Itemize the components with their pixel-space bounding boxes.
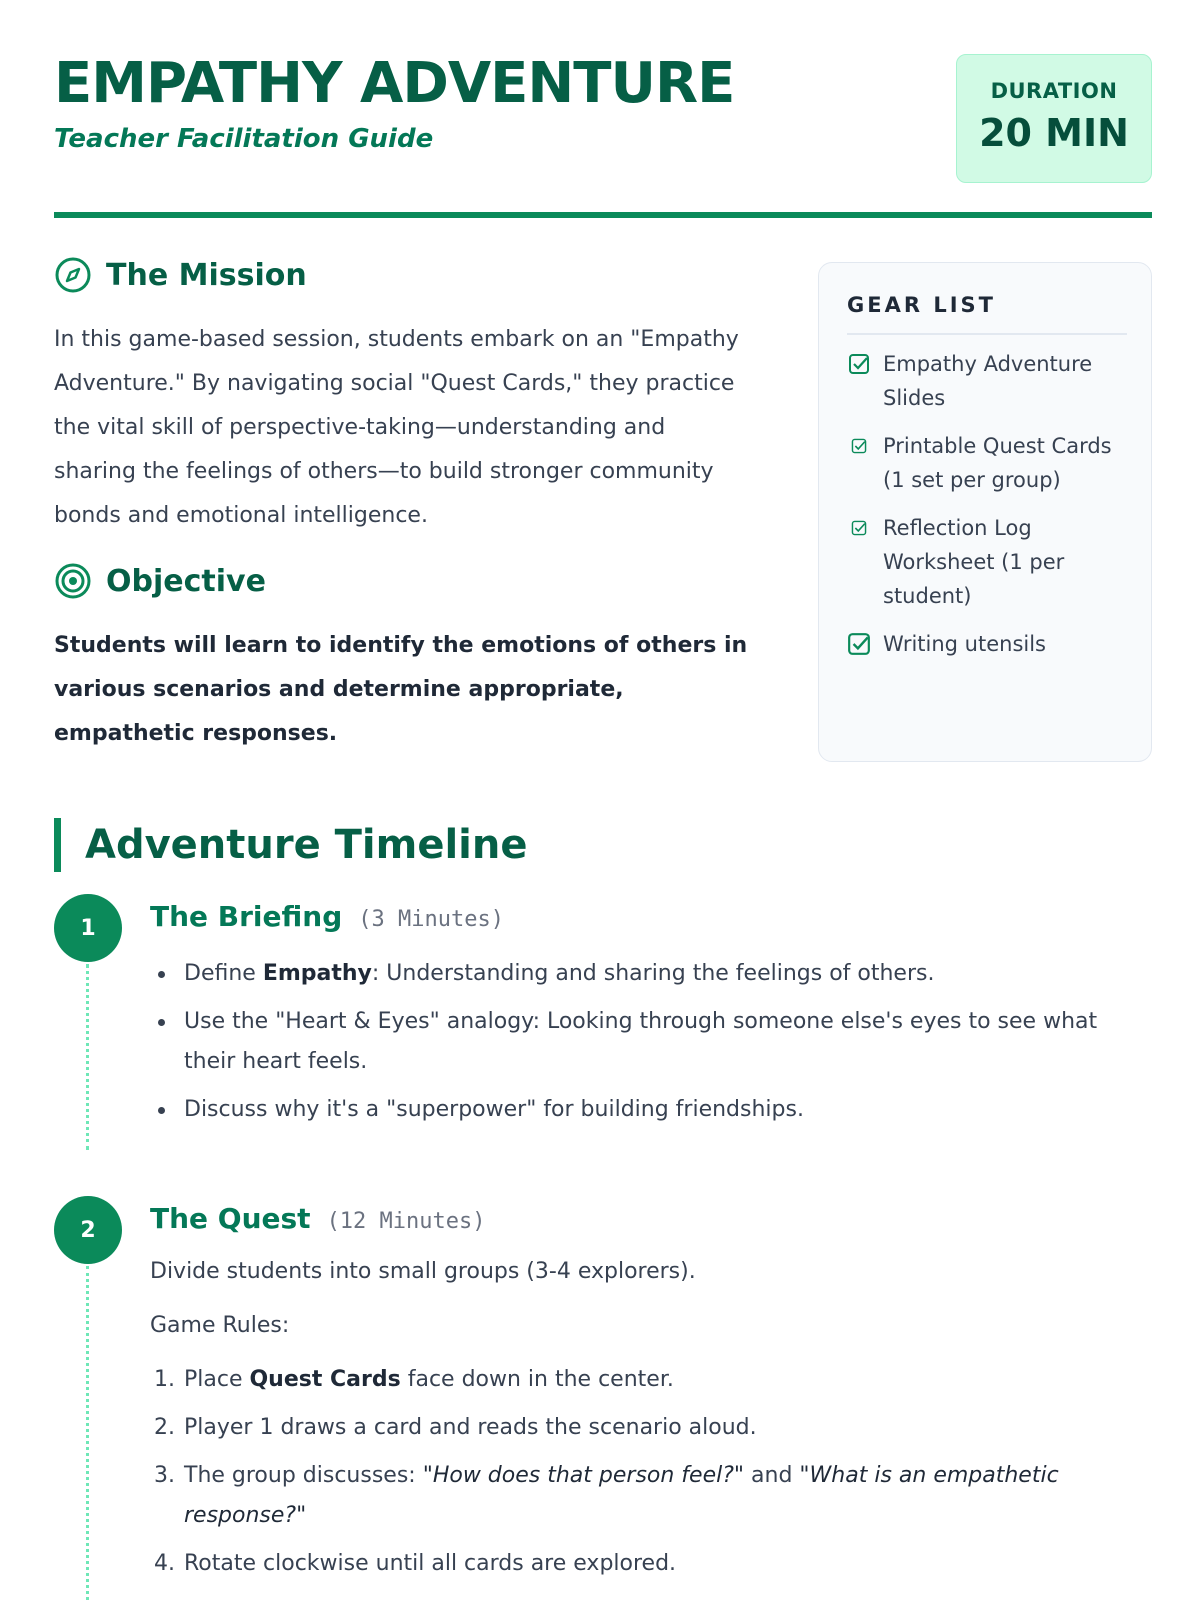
step-duration: (12 Minutes): [326, 1209, 486, 1234]
list-item-number: 1.: [154, 1367, 175, 1392]
timeline-connector: [86, 1266, 89, 1600]
list-item-text: The group discusses:: [184, 1463, 423, 1488]
list-item-text: Use the "Heart & Eyes" analogy: Looking through someone else's eyes to see what their heart feels.: [184, 1009, 1098, 1074]
gear-item: [847, 627, 1127, 661]
gear-list-divider: [847, 333, 1127, 335]
gear-item: [847, 429, 1127, 497]
list-item-quote: "What is an empathetic response?": [184, 1463, 1059, 1528]
checkbox-icon: [847, 627, 871, 661]
compass-icon: [54, 256, 92, 294]
step-number-badge: 1: [54, 894, 122, 962]
step-title: [150, 900, 504, 933]
objective-heading: [54, 562, 266, 600]
timeline-connector: [86, 964, 89, 1150]
list-item-bold: Quest Cards: [249, 1367, 401, 1392]
quest-intro: Divide students into small groups (3-4 explorers).: [150, 1259, 696, 1284]
page-subtitle: Teacher Facilitation Guide: [54, 124, 434, 154]
step-title: [150, 1202, 486, 1235]
list-item-text: Discuss why it's a "superpower" for building friendships.: [184, 1097, 804, 1122]
list-item-number: 2.: [154, 1415, 175, 1440]
gear-item-text: Empathy Adventure Slides: [883, 352, 1093, 410]
list-item-text: and: [744, 1463, 800, 1488]
mission-heading: [54, 256, 307, 294]
gear-list: [847, 347, 1127, 675]
objective-body: Students will learn to identify the emotions of others in various scenarios and determine appropriate, empathetic responses.: [54, 633, 748, 746]
list-item-number: 3.: [154, 1463, 175, 1488]
list-item-text: face down in the center.: [400, 1367, 674, 1392]
list-item-text: Define: [184, 961, 263, 986]
list-item-text: Player 1 draws a card and reads the scenario aloud.: [184, 1415, 757, 1440]
list-item: [150, 1544, 1140, 1584]
gear-list-heading: GEAR LIST: [847, 293, 996, 317]
list-item-bold: Empathy: [262, 961, 372, 986]
timeline-heading: Adventure Timeline: [54, 818, 527, 872]
list-item-text: Place: [184, 1367, 250, 1392]
list-item-text: Rotate clockwise until all cards are explored.: [184, 1551, 677, 1576]
list-item: [150, 1456, 1140, 1536]
target-icon: [54, 562, 92, 600]
step-title-text: The Quest: [150, 1202, 311, 1235]
step-number-badge: 2: [54, 1196, 122, 1264]
list-item: [150, 1408, 1140, 1448]
list-item: [150, 954, 1140, 994]
gear-item: [847, 347, 1127, 415]
list-item-text: : Understanding and sharing the feelings of others.: [371, 961, 935, 986]
gear-item-text: Reflection Log Worksheet (1 per student): [883, 516, 1065, 608]
list-item: [150, 1090, 1140, 1130]
mission-body: In this game-based session, students embark on an "Empathy Adventure." By navigating social "Quest Cards," they practice the vital skill of perspective-taking—understanding and sharing the feelings of others—to build stronger community bonds and emotional intelligence.: [54, 327, 739, 528]
game-rules-label: Game Rules:: [150, 1313, 290, 1338]
gear-list-card: [818, 262, 1152, 762]
list-item-number: 4.: [154, 1551, 175, 1576]
gear-item: [847, 511, 1127, 613]
list-item: [150, 1360, 1140, 1400]
game-rules-list: [150, 1360, 1140, 1592]
duration-label: DURATION: [990, 79, 1118, 103]
page-title: EMPATHY ADVENTURE: [54, 51, 735, 116]
gear-item-text: Printable Quest Cards (1 set per group): [883, 434, 1112, 492]
briefing-list: [150, 954, 1140, 1138]
gear-item-text: Writing utensils: [883, 632, 1046, 656]
checkbox-icon: [847, 511, 871, 545]
objective-heading-text: Objective: [106, 563, 266, 599]
page-header: [54, 52, 1152, 222]
step-duration: (3 Minutes): [358, 907, 504, 932]
step-title-text: The Briefing: [150, 900, 343, 933]
checkbox-icon: [847, 347, 871, 381]
checkbox-icon: [847, 429, 871, 463]
header-divider: [54, 212, 1152, 218]
list-item-quote: "How does that person feel?": [422, 1463, 745, 1488]
duration-value: 20 MIN: [979, 111, 1129, 155]
list-item: [150, 1002, 1140, 1082]
duration-badge: [956, 54, 1152, 183]
mission-heading-text: The Mission: [106, 257, 307, 293]
